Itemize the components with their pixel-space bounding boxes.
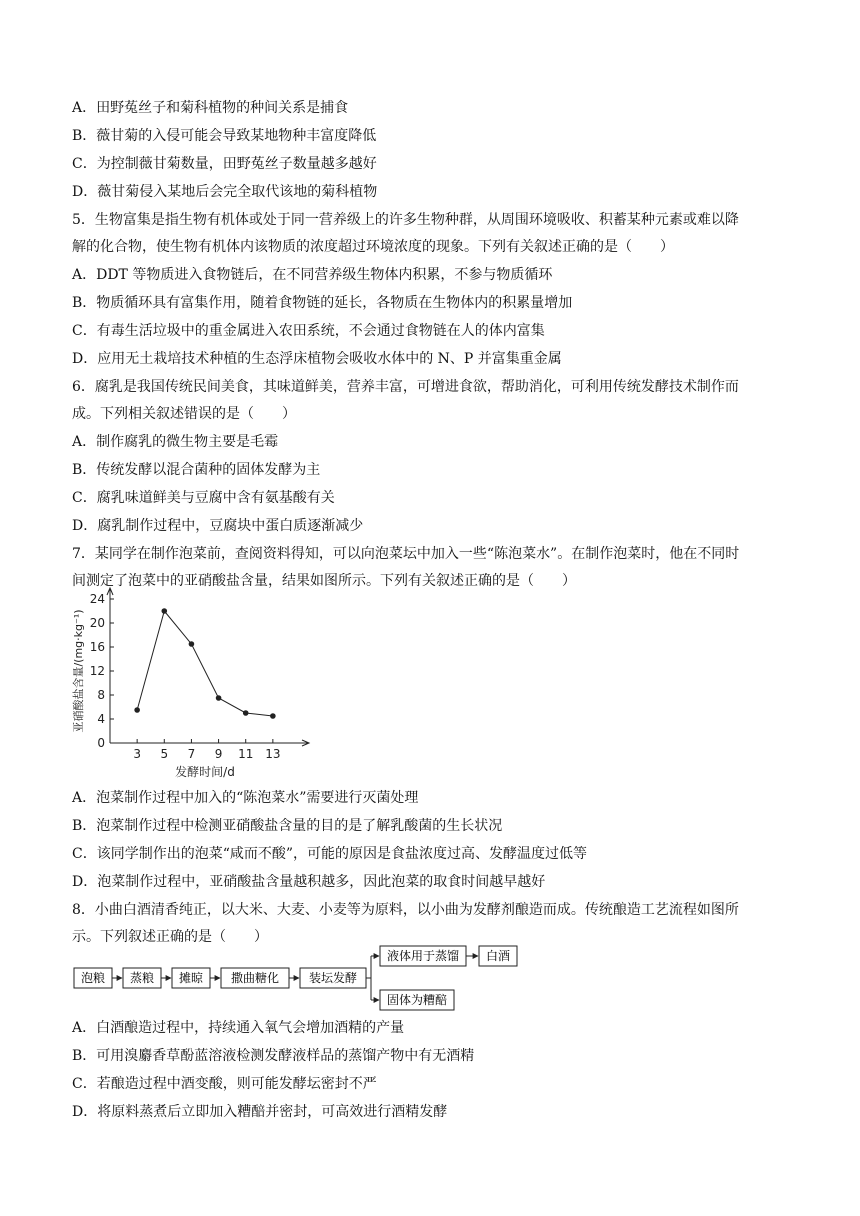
y-axis-label: 亚硝酸盐含量/(mg·kg⁻¹) [72,609,85,733]
q5-option-b: B．物质循环具有富集作用，随着食物链的延长，各物质在生物体内的积累量增加 [72,295,573,311]
y-tick-label: 16 [89,640,105,654]
q5-stem-line-1: 5．生物富集是指生物有机体或处于同一营养级上的许多生物种群，从周围环境吸收、积蓄某种元素或难以降 [72,212,739,228]
q5-option-c: C．有毒生活垃圾中的重金属进入农田系统，不会通过食物链在人的体内富集 [72,323,545,339]
series-line [137,611,273,716]
q8-option-c: C．若酿造过程中酒变酸，则可能发酵坛密封不严 [72,1076,377,1092]
data-point [216,695,222,701]
flow-branch-bottom: 固体为糟醅 [386,993,448,1007]
x-axis-label: 发酵时间/d [175,765,235,779]
q6-option-d: D．腐乳制作过程中，豆腐块中蛋白质逐渐减少 [72,518,364,534]
data-point [161,608,167,614]
q7-stem-line-2: 间测定了泡菜中的亚硝酸盐含量，结果如图所示。下列有关叙述正确的是（ ） [72,573,576,589]
x-tick-label: 13 [265,747,281,761]
q5-stem-line-2: 解的化合物，使生物有机体内该物质的浓度超过环境浓度的现象。下列有关叙述正确的是（ ） [72,239,674,255]
flow-step-4: 撒曲糖化 [230,971,280,985]
q8-option-b: B．可用溴麝香草酚蓝溶液检测发酵液样品的蒸馏产物中有无酒精 [72,1048,475,1064]
y-tick-label: 4 [97,712,105,726]
q6-option-b: B．传统发酵以混合菌种的固体发酵为主 [72,462,321,478]
x-tick-label: 7 [187,747,196,761]
flow-step-5: 装坛发酵 [308,971,358,985]
data-point [270,713,276,719]
q7-option-b: B．泡菜制作过程中检测亚硝酸盐含量的目的是了解乳酸菌的生长状况 [72,818,503,834]
y-tick-label: 8 [97,688,105,702]
q6-stem-line-1: 6．腐乳是我国传统民间美食，其味道鲜美，营养丰富，可增进食欲，帮助消化，可利用传统发酵技术制作而 [72,379,739,395]
flow-branch-top-end: 白酒 [485,949,511,963]
q7-option-d: D．泡菜制作过程中，亚硝酸盐含量越积越多，因此泡菜的取食时间越早越好 [72,874,546,890]
q8-stem-line-1: 8．小曲白酒清香纯正，以大米、大麦、小麦等为原料，以小曲为发酵剂酿造而成。传统酿造工艺流程如图所 [72,902,739,918]
y-tick-label: 0 [97,736,105,750]
q8-stem-line-2: 示。下列叙述正确的是（ ） [72,929,268,945]
x-tick-label: 3 [133,747,141,761]
q7-option-c: C．该同学制作出的泡菜“咸而不酸”，可能的原因是食盐浓度过高、发酵温度过低等 [72,846,588,862]
flow-step-3: 摊晾 [178,971,204,985]
q7-option-a: A．泡菜制作过程中加入的“陈泡菜水”需要进行灭菌处理 [72,790,419,806]
q8-option-d: D．将原料蒸煮后立即加入糟醅并密封，可高效进行酒精发酵 [72,1104,448,1120]
q7-stem-line-1: 7．某同学在制作泡菜前，查阅资料得知，可以向泡菜坛中加入一些“陈泡菜水”。在制作泡菜时，他在不同时 [72,546,740,562]
data-point [243,710,249,716]
q4-option-d: D．薇甘菊侵入某地后会完全取代该地的菊科植物 [72,184,378,200]
q6-stem-line-2: 成。下列相关叙述错误的是（ ） [72,406,296,422]
flow-step-1: 泡粮 [80,971,106,985]
brewing-flowchart [72,945,522,1013]
x-tick-label: 5 [160,747,169,761]
flow-branch-top: 液体用于蒸馏 [386,949,460,963]
y-tick-label: 24 [89,592,105,606]
data-point [189,641,195,647]
q8-option-a: A．白酒酿造过程中，持续通入氧气会增加酒精的产量 [72,1020,405,1036]
q4-option-a: A．田野菟丝子和菊科植物的种间关系是捕食 [72,100,349,116]
y-tick-label: 20 [89,616,105,630]
x-tick-label: 9 [214,747,223,761]
flow-step-2: 蒸粮 [129,971,155,985]
q5-option-d: D．应用无土栽培技术种植的生态浮床植物会吸收水体中的 N、P 并富集重金属 [72,351,562,367]
y-tick-label: 12 [89,664,105,678]
nitrite-line-chart [60,585,320,780]
x-tick-label: 11 [238,747,254,761]
q4-option-c: C．为控制薇甘菊数量，田野菟丝子数量越多越好 [72,156,377,172]
data-point [134,707,140,713]
q4-option-b: B．薇甘菊的入侵可能会导致某地物种丰富度降低 [72,128,377,144]
q6-option-c: C．腐乳味道鲜美与豆腐中含有氨基酸有关 [72,490,335,506]
q6-option-a: A．制作腐乳的微生物主要是毛霉 [72,434,279,450]
q5-option-a: A．DDT 等物质进入食物链后，在不同营养级生物体内积累，不参与物质循环 [72,267,553,283]
